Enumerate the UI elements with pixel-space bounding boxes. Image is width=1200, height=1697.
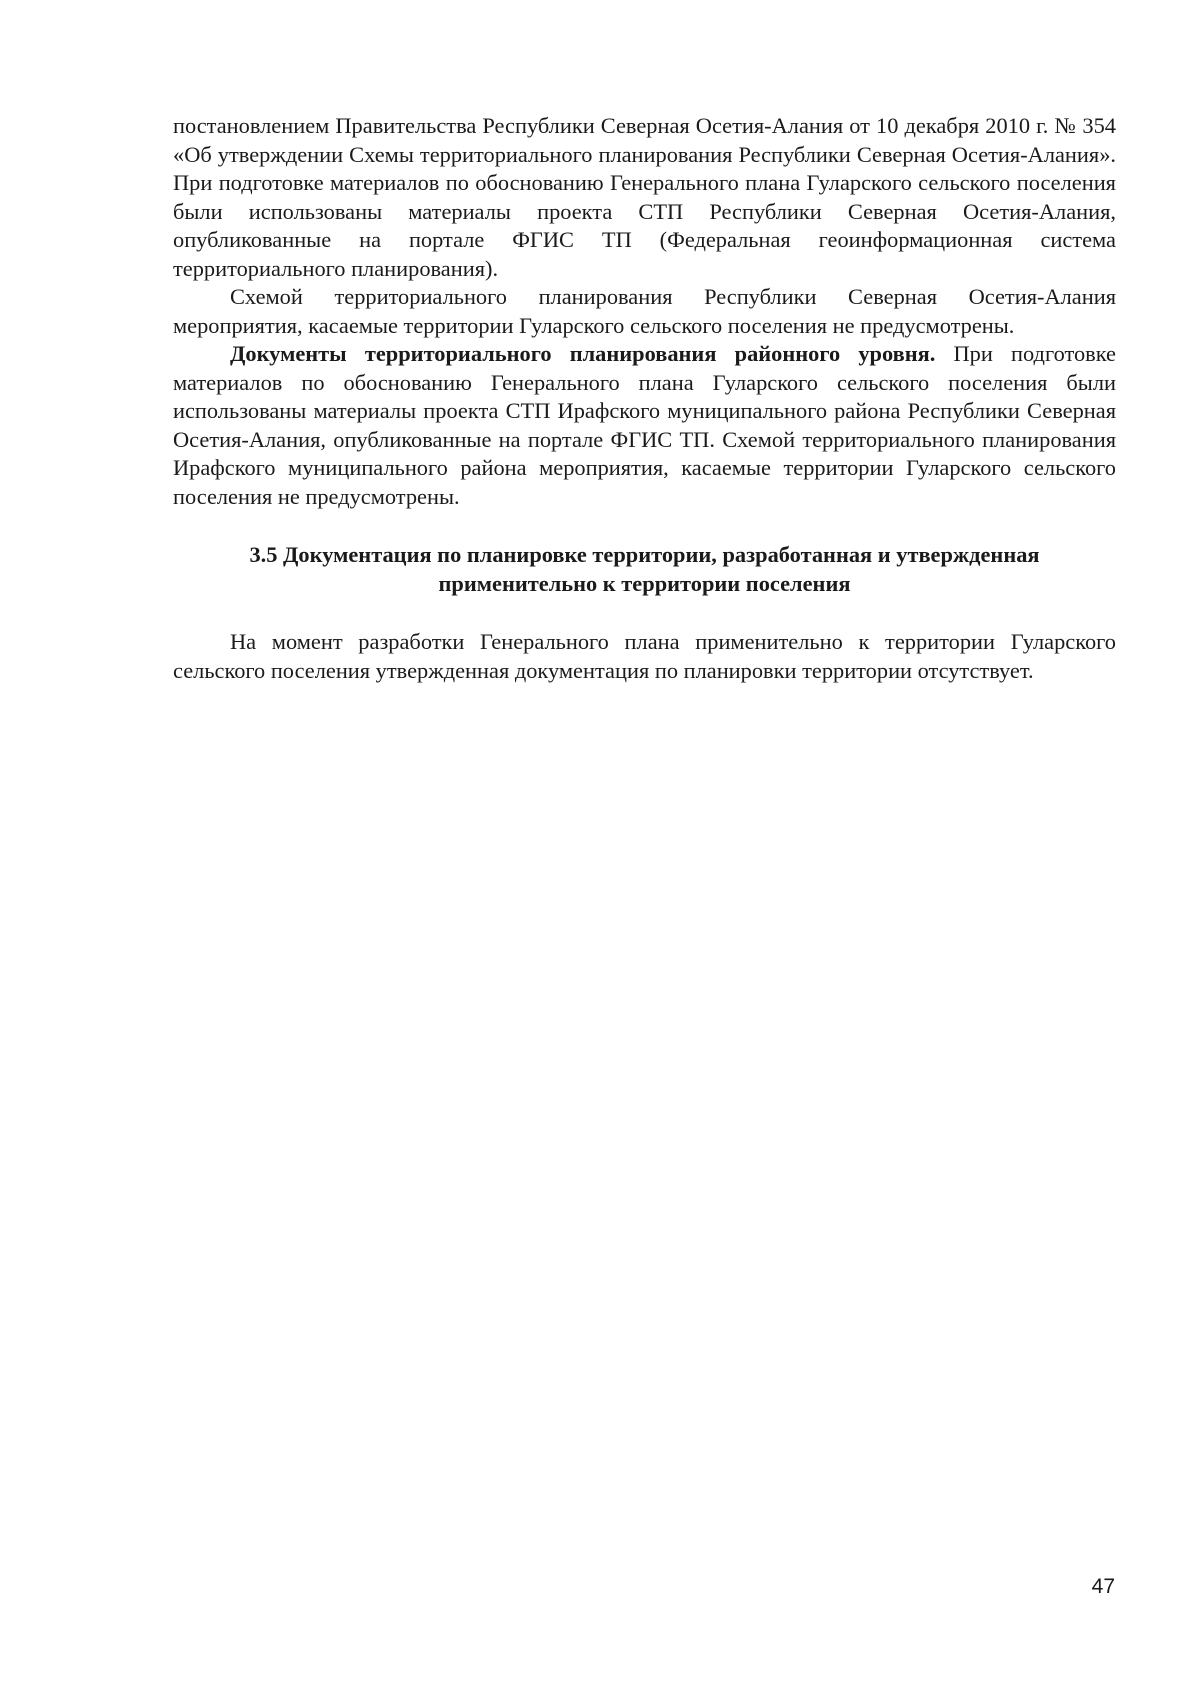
paragraph-planning-documentation: На момент разработки Генерального плана применительно к территории Гуларского сельского поселения утвержденная документация по планировки территории отсутствует. xyxy=(173,629,1116,683)
paragraph-district-documents xyxy=(173,340,1116,511)
paragraph-continuation: постановлением Правительства Республики Северная Осетия-Алания от 10 декабря 2010 г. № 354 «Об утверждении Схемы территориального планирования Республики Северная Осетия-Алания». При подготовке материалов по обоснованию Генерального плана Гуларского сельского поселения были использованы материалы проекта СТП Республики Северная Осетия-Алания, опубликованные на портале ФГИС ТП (Федеральная геоинформационная система территориального планирования). xyxy=(173,113,1116,281)
section-heading-line-1: 3.5 Документация по планировке территории, разработанная и утвержденная xyxy=(249,542,1040,567)
paragraph-body: При подготовке материалов по обоснованию Генерального плана Гуларского сельского поселения были использованы материалы проекта СТП Ирафского муниципального района Республики Северная Осетия-Алания, опубликованные на портале ФГИС ТП. Схемой территориального планирования Ирафского муниципального района мероприятия, касаемые территории Гуларского сельского поселения не предусмотрены. xyxy=(173,341,1116,509)
page-number: 47 xyxy=(1091,1575,1115,1598)
paragraph-bold-lead: Документы территориального планирования районного уровня. xyxy=(230,341,936,366)
section-heading-line-2: применительно к территории поселения xyxy=(438,570,851,596)
page-content xyxy=(173,112,1116,685)
section-heading xyxy=(173,541,1116,598)
paragraph-regional-scheme: Схемой территориального планирования Республики Северная Осетия-Алания мероприятия, касаемые территории Гуларского сельского поселения не предусмотрены. xyxy=(173,284,1116,338)
